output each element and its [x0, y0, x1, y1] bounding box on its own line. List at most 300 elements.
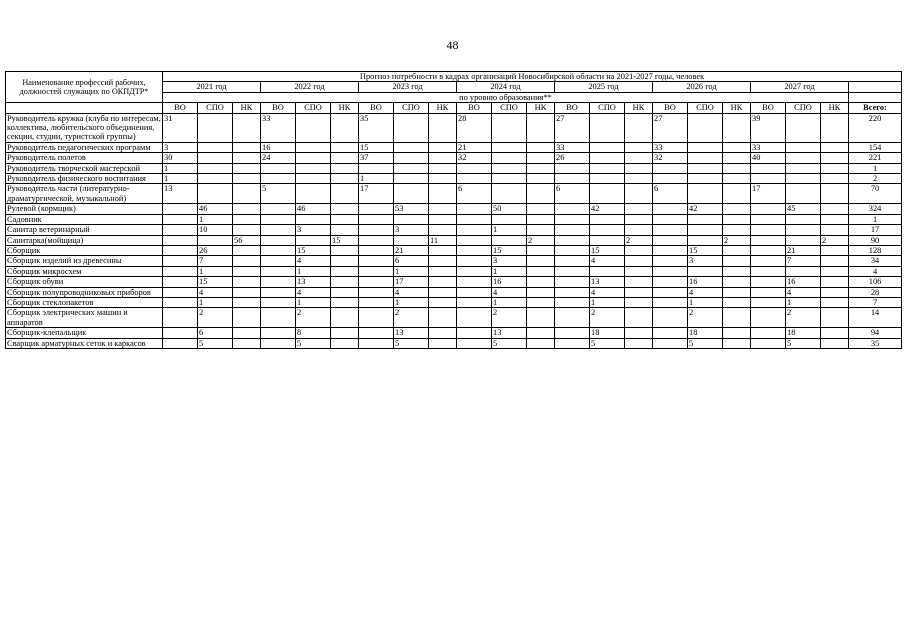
row-total: 17 — [849, 225, 902, 235]
demand-cell — [653, 225, 688, 235]
demand-cell — [296, 142, 331, 152]
table-row — [6, 287, 902, 297]
demand-cell — [198, 174, 233, 184]
demand-cell — [457, 214, 492, 224]
demand-cell — [429, 214, 457, 224]
demand-cell — [394, 142, 429, 152]
profession-name: Сборщик — [6, 245, 163, 255]
demand-cell — [555, 225, 590, 235]
demand-cell: 5 — [198, 338, 233, 348]
demand-cell: 5 — [590, 338, 625, 348]
demand-cell — [233, 142, 261, 152]
level-header: СПО — [492, 103, 527, 113]
demand-cell — [261, 328, 296, 338]
demand-cell — [653, 277, 688, 287]
demand-cell — [163, 214, 198, 224]
demand-cell — [331, 256, 359, 266]
profession-name: Руководитель педагогических программ — [6, 142, 163, 152]
demand-cell — [751, 308, 786, 328]
demand-cell: 18 — [590, 328, 625, 338]
demand-cell — [163, 338, 198, 348]
demand-cell — [457, 308, 492, 328]
demand-cell — [688, 235, 723, 245]
demand-cell — [751, 256, 786, 266]
demand-cell: 2 — [394, 308, 429, 328]
demand-cell — [821, 174, 849, 184]
demand-cell — [359, 163, 394, 173]
demand-cell — [821, 153, 849, 163]
demand-cell — [296, 184, 331, 204]
demand-cell — [527, 184, 555, 204]
row-total: 28 — [849, 287, 902, 297]
demand-cell — [527, 287, 555, 297]
profession-name: Сборщик обуви — [6, 277, 163, 287]
demand-cell: 6 — [394, 256, 429, 266]
demand-cell: 21 — [786, 245, 821, 255]
demand-cell — [653, 338, 688, 348]
demand-cell: 1 — [163, 163, 198, 173]
profession-name: Сборщик-клепальщик — [6, 328, 163, 338]
level-header: СПО — [786, 103, 821, 113]
table-row — [6, 297, 902, 307]
demand-cell — [331, 308, 359, 328]
demand-cell — [786, 153, 821, 163]
table-row — [6, 214, 902, 224]
demand-cell: 4 — [296, 256, 331, 266]
demand-cell — [625, 338, 653, 348]
demand-cell — [359, 328, 394, 338]
demand-cell — [261, 235, 296, 245]
demand-cell — [653, 214, 688, 224]
demand-cell: 5 — [261, 184, 296, 204]
demand-cell — [527, 163, 555, 173]
level-header: ВО — [653, 103, 688, 113]
level-header: НК — [233, 103, 261, 113]
education-header-blank — [849, 92, 902, 102]
year-header: 2023 год — [359, 82, 457, 92]
demand-cell — [163, 204, 198, 214]
demand-cell — [163, 297, 198, 307]
demand-cell: 21 — [394, 245, 429, 255]
level-header: СПО — [688, 103, 723, 113]
table-row — [6, 225, 902, 235]
demand-cell — [786, 184, 821, 204]
demand-cell — [555, 235, 590, 245]
table-row — [6, 277, 902, 287]
demand-cell — [653, 308, 688, 328]
row-total: 7 — [849, 297, 902, 307]
demand-cell — [233, 174, 261, 184]
demand-cell — [359, 277, 394, 287]
demand-cell — [457, 256, 492, 266]
demand-cell: 6 — [555, 184, 590, 204]
demand-cell: 1 — [688, 297, 723, 307]
demand-cell: 4 — [296, 287, 331, 297]
demand-cell — [723, 287, 751, 297]
profession-name: Руководитель физического воспитания — [6, 174, 163, 184]
demand-cell: 2 — [625, 235, 653, 245]
demand-cell: 26 — [555, 153, 590, 163]
demand-cell — [555, 163, 590, 173]
demand-cell: 6 — [457, 184, 492, 204]
demand-cell — [457, 277, 492, 287]
demand-cell — [821, 328, 849, 338]
demand-cell — [555, 277, 590, 287]
demand-cell — [233, 297, 261, 307]
demand-cell — [786, 113, 821, 142]
demand-cell — [233, 328, 261, 338]
demand-cell — [625, 153, 653, 163]
demand-cell — [296, 153, 331, 163]
demand-cell — [590, 174, 625, 184]
demand-cell — [590, 184, 625, 204]
demand-cell — [457, 338, 492, 348]
demand-cell — [457, 245, 492, 255]
demand-cell — [394, 214, 429, 224]
profession-name: Санитар ветеринарный — [6, 225, 163, 235]
demand-cell — [233, 225, 261, 235]
table-row — [6, 328, 902, 338]
demand-cell — [331, 297, 359, 307]
demand-cell: 2 — [296, 308, 331, 328]
demand-cell: 1 — [296, 266, 331, 276]
demand-cell — [527, 142, 555, 152]
demand-cell — [555, 266, 590, 276]
demand-cell — [429, 338, 457, 348]
demand-cell — [457, 266, 492, 276]
demand-cell: 16 — [688, 277, 723, 287]
demand-cell — [527, 266, 555, 276]
demand-cell — [331, 287, 359, 297]
demand-cell — [590, 235, 625, 245]
demand-cell: 5 — [394, 338, 429, 348]
row-total: 221 — [849, 153, 902, 163]
demand-cell — [527, 308, 555, 328]
demand-cell — [492, 174, 527, 184]
demand-cell — [625, 184, 653, 204]
demand-cell — [723, 297, 751, 307]
education-level-header: по уровню образования** — [163, 92, 849, 102]
demand-cell — [688, 214, 723, 224]
demand-cell: 50 — [492, 204, 527, 214]
demand-cell — [331, 328, 359, 338]
demand-cell — [233, 163, 261, 173]
demand-cell — [590, 225, 625, 235]
demand-cell — [429, 204, 457, 214]
demand-cell: 13 — [590, 277, 625, 287]
demand-cell — [359, 204, 394, 214]
demand-cell — [261, 287, 296, 297]
demand-cell — [296, 214, 331, 224]
demand-cell: 13 — [163, 184, 198, 204]
demand-cell — [429, 308, 457, 328]
row-total: 94 — [849, 328, 902, 338]
demand-cell — [821, 245, 849, 255]
demand-cell — [688, 163, 723, 173]
demand-cell — [821, 142, 849, 152]
demand-cell — [821, 266, 849, 276]
demand-cell — [233, 256, 261, 266]
demand-cell — [331, 174, 359, 184]
level-header: СПО — [590, 103, 625, 113]
table-row — [6, 235, 902, 245]
demand-cell — [331, 277, 359, 287]
profession-name: Сварщик арматурных сеток и каркасов — [6, 338, 163, 348]
demand-cell — [527, 245, 555, 255]
row-total: 35 — [849, 338, 902, 348]
demand-cell — [429, 245, 457, 255]
demand-cell: 32 — [457, 153, 492, 163]
demand-cell: 3 — [492, 256, 527, 266]
demand-cell — [233, 153, 261, 163]
demand-cell: 56 — [233, 235, 261, 245]
demand-cell — [688, 225, 723, 235]
demand-cell — [359, 225, 394, 235]
demand-cell: 2 — [590, 308, 625, 328]
demand-cell: 33 — [555, 142, 590, 152]
demand-cell: 53 — [394, 204, 429, 214]
demand-cell — [555, 338, 590, 348]
demand-cell — [751, 204, 786, 214]
demand-cell — [457, 297, 492, 307]
demand-cell — [331, 163, 359, 173]
demand-cell: 11 — [429, 235, 457, 245]
demand-cell — [688, 174, 723, 184]
demand-cell — [786, 225, 821, 235]
demand-cell: 26 — [198, 245, 233, 255]
demand-cell — [723, 184, 751, 204]
demand-cell: 3 — [688, 256, 723, 266]
year-header: 2021 год — [163, 82, 261, 92]
demand-cell — [527, 277, 555, 287]
demand-cell: 33 — [653, 142, 688, 152]
demand-cell: 46 — [296, 204, 331, 214]
demand-cell: 2 — [198, 308, 233, 328]
demand-cell — [527, 153, 555, 163]
profession-name: Садовник — [6, 214, 163, 224]
demand-cell — [198, 153, 233, 163]
demand-cell — [688, 153, 723, 163]
demand-cell — [723, 308, 751, 328]
demand-cell: 31 — [163, 113, 198, 142]
profession-name: Руководитель кружка (клуба по интересам, коллектива, любительского объединения, секции, студии, туристской группы) — [7, 113, 161, 142]
demand-cell — [394, 235, 429, 245]
level-header: НК — [625, 103, 653, 113]
demand-cell — [555, 214, 590, 224]
table-row — [6, 266, 902, 276]
demand-cell — [653, 287, 688, 297]
demand-cell — [429, 328, 457, 338]
demand-cell: 15 — [359, 142, 394, 152]
demand-cell: 1 — [590, 297, 625, 307]
demand-cell: 18 — [688, 328, 723, 338]
demand-cell — [555, 204, 590, 214]
total-header: Всего: — [849, 103, 902, 113]
demand-cell — [527, 328, 555, 338]
demand-cell: 13 — [296, 277, 331, 287]
demand-cell: 6 — [198, 328, 233, 338]
year-header: 2025 год — [555, 82, 653, 92]
demand-cell — [590, 163, 625, 173]
demand-cell — [625, 142, 653, 152]
row-total: 14 — [849, 308, 902, 328]
demand-cell — [429, 174, 457, 184]
demand-cell — [786, 142, 821, 152]
demand-cell — [394, 113, 429, 142]
demand-cell: 4 — [786, 287, 821, 297]
demand-cell — [625, 113, 653, 142]
demand-cell — [821, 256, 849, 266]
demand-cell: 2 — [492, 308, 527, 328]
demand-cell — [331, 184, 359, 204]
demand-cell — [429, 277, 457, 287]
demand-cell: 4 — [492, 287, 527, 297]
demand-cell — [296, 235, 331, 245]
profession-name: Руководитель полетов — [6, 153, 163, 163]
year-header: 2024 год — [457, 82, 555, 92]
demand-cell — [751, 287, 786, 297]
demand-cell: 37 — [359, 153, 394, 163]
level-header: ВО — [359, 103, 394, 113]
demand-cell — [331, 225, 359, 235]
demand-cell — [555, 174, 590, 184]
demand-cell — [359, 338, 394, 348]
demand-cell — [198, 142, 233, 152]
demand-cell — [625, 174, 653, 184]
demand-cell — [751, 277, 786, 287]
demand-cell: 3 — [296, 225, 331, 235]
demand-cell — [688, 266, 723, 276]
demand-cell — [723, 338, 751, 348]
demand-cell — [457, 225, 492, 235]
profession-name: Сборщик микросхем — [6, 266, 163, 276]
demand-cell — [821, 308, 849, 328]
demand-cell: 1 — [198, 266, 233, 276]
level-header: НК — [723, 103, 751, 113]
demand-cell — [555, 297, 590, 307]
row-total: 220 — [849, 113, 902, 142]
demand-cell — [723, 225, 751, 235]
level-header: НК — [429, 103, 457, 113]
demand-cell — [625, 256, 653, 266]
demand-cell — [625, 277, 653, 287]
demand-cell: 10 — [198, 225, 233, 235]
demand-cell — [233, 184, 261, 204]
demand-cell — [821, 214, 849, 224]
profession-name: Руководитель творческой мастерской — [6, 163, 163, 173]
demand-cell — [751, 245, 786, 255]
demand-cell — [555, 287, 590, 297]
demand-cell — [821, 338, 849, 348]
demand-cell — [590, 142, 625, 152]
level-header: НК — [331, 103, 359, 113]
year-header-blank — [849, 82, 902, 92]
demand-cell — [688, 113, 723, 142]
demand-cell — [723, 163, 751, 173]
demand-cell — [821, 163, 849, 173]
demand-cell — [163, 277, 198, 287]
level-header: СПО — [296, 103, 331, 113]
demand-cell — [821, 225, 849, 235]
demand-cell — [492, 184, 527, 204]
demand-cell — [198, 163, 233, 173]
demand-cell — [625, 225, 653, 235]
demand-cell: 4 — [688, 287, 723, 297]
demand-cell: 27 — [653, 113, 688, 142]
demand-cell — [723, 256, 751, 266]
demand-cell: 16 — [492, 277, 527, 287]
level-header: СПО — [394, 103, 429, 113]
row-total: 324 — [849, 204, 902, 214]
demand-cell — [394, 184, 429, 204]
demand-cell: 7 — [198, 256, 233, 266]
demand-cell — [527, 297, 555, 307]
demand-cell — [653, 235, 688, 245]
demand-cell: 4 — [394, 287, 429, 297]
profession-name-header: Наименование профессий рабочих, должностей служащих по ОКПДТР* — [6, 72, 163, 103]
demand-cell — [163, 256, 198, 266]
profession-name: Сборщик стеклопакетов — [6, 297, 163, 307]
demand-cell — [527, 338, 555, 348]
demand-cell: 15 — [296, 245, 331, 255]
demand-cell — [492, 163, 527, 173]
demand-cell — [331, 338, 359, 348]
demand-cell — [723, 214, 751, 224]
demand-cell — [751, 297, 786, 307]
demand-cell: 15 — [590, 245, 625, 255]
demand-cell: 13 — [394, 328, 429, 338]
demand-cell: 40 — [751, 153, 786, 163]
demand-cell — [331, 153, 359, 163]
demand-cell — [429, 256, 457, 266]
demand-cell — [429, 266, 457, 276]
demand-cell: 1 — [492, 297, 527, 307]
level-header: ВО — [751, 103, 786, 113]
demand-cell: 4 — [590, 287, 625, 297]
demand-cell — [625, 245, 653, 255]
demand-cell — [457, 204, 492, 214]
demand-cell — [429, 153, 457, 163]
row-total: 1 — [849, 214, 902, 224]
demand-cell — [751, 328, 786, 338]
demand-cell: 6 — [653, 184, 688, 204]
demand-cell: 24 — [261, 153, 296, 163]
demand-cell — [625, 163, 653, 173]
table-row — [6, 338, 902, 348]
demand-cell: 4 — [198, 287, 233, 297]
demand-cell — [723, 153, 751, 163]
demand-cell — [331, 142, 359, 152]
row-total: 1 — [849, 163, 902, 173]
demand-cell — [723, 245, 751, 255]
demand-cell — [653, 266, 688, 276]
demand-cell — [625, 287, 653, 297]
demand-cell — [359, 297, 394, 307]
demand-cell — [821, 204, 849, 214]
demand-cell — [821, 287, 849, 297]
forecast-table — [5, 71, 902, 349]
demand-cell — [331, 214, 359, 224]
row-total: 2 — [849, 174, 902, 184]
demand-cell: 2 — [688, 308, 723, 328]
demand-cell — [723, 142, 751, 152]
demand-cell: 33 — [261, 113, 296, 142]
row-total: 4 — [849, 266, 902, 276]
demand-cell — [163, 266, 198, 276]
demand-cell — [786, 235, 821, 245]
demand-cell: 1 — [198, 214, 233, 224]
demand-cell — [163, 308, 198, 328]
